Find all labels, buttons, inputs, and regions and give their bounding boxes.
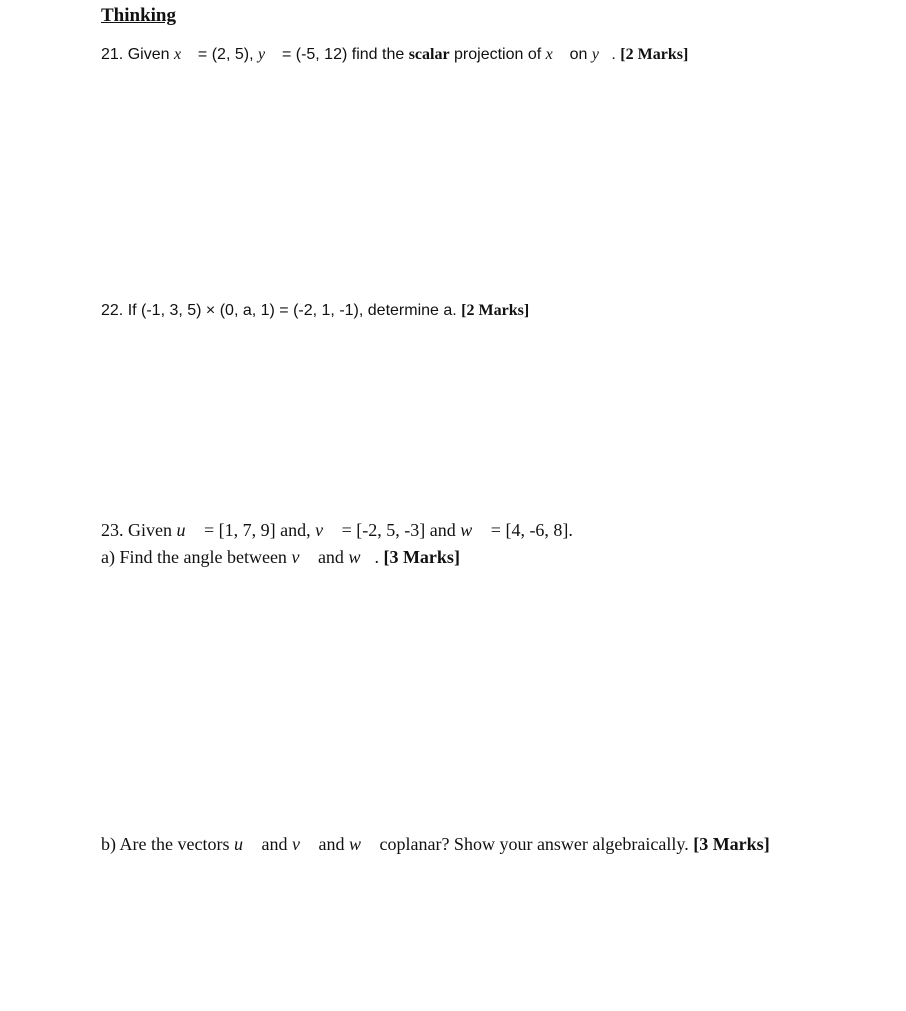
question-23a [101,547,460,567]
q22-marks: [2 Marks] [461,302,530,319]
q23a-marks: [3 Marks] [383,547,460,567]
vector-x: x⃗ [173,46,194,63]
q21-text-5: on [565,46,592,63]
vector-y: y⃗ [257,46,278,63]
q23b-marks: [3 Marks] [693,834,770,854]
q23a-text-2: and [313,547,349,567]
question-23 [101,520,573,540]
section-title: Thinking [101,5,176,26]
q21-text-4: projection of [449,46,546,63]
vector-w-b: w⃗ [348,834,375,854]
vector-v-b: v⃗ [291,834,314,854]
q23b-text-1: b) Are the vectors [101,834,234,854]
q21-marks: [2 Marks] [620,46,689,63]
q23-text-2: = [1, 7, 9] and, [199,520,316,540]
vector-u-b: u⃗ [233,834,257,854]
vector-x-2: x⃗ [545,46,566,63]
q23a-text-1: a) Find the angle between [101,547,292,567]
q23b-text-2: and [256,834,292,854]
question-21 [101,45,688,65]
q23a-text-3: . [374,547,384,567]
q23b-text-3: and [313,834,349,854]
q23-text-1: 23. Given [101,520,177,540]
question-23b [101,834,770,854]
vector-v-a: v⃗ [291,547,314,567]
vector-u: u⃗ [176,520,200,540]
q21-text-2: = (2, 5), [193,46,258,63]
q21-bold-scalar: scalar [408,46,450,63]
q23b-text-4: coplanar? Show your answer algebraically. [374,834,694,854]
q23-text-3: = [-2, 5, -3] and [337,520,461,540]
q21-text-6: . [611,46,621,63]
vector-y-2: y⃗ [591,46,612,63]
q21-text-1: 21. Given [101,46,174,63]
question-22 [101,301,529,321]
q21-text-3: = (-5, 12) find the [277,46,409,63]
vector-w-a: w⃗ [348,547,375,567]
q22-text: 22. If (-1, 3, 5) × (0, a, 1) = (-2, 1, -1), determine a. [101,302,462,319]
vector-v: v⃗ [315,520,338,540]
q23-text-4: = [4, -6, 8]. [486,520,573,540]
vector-w: w⃗ [460,520,487,540]
